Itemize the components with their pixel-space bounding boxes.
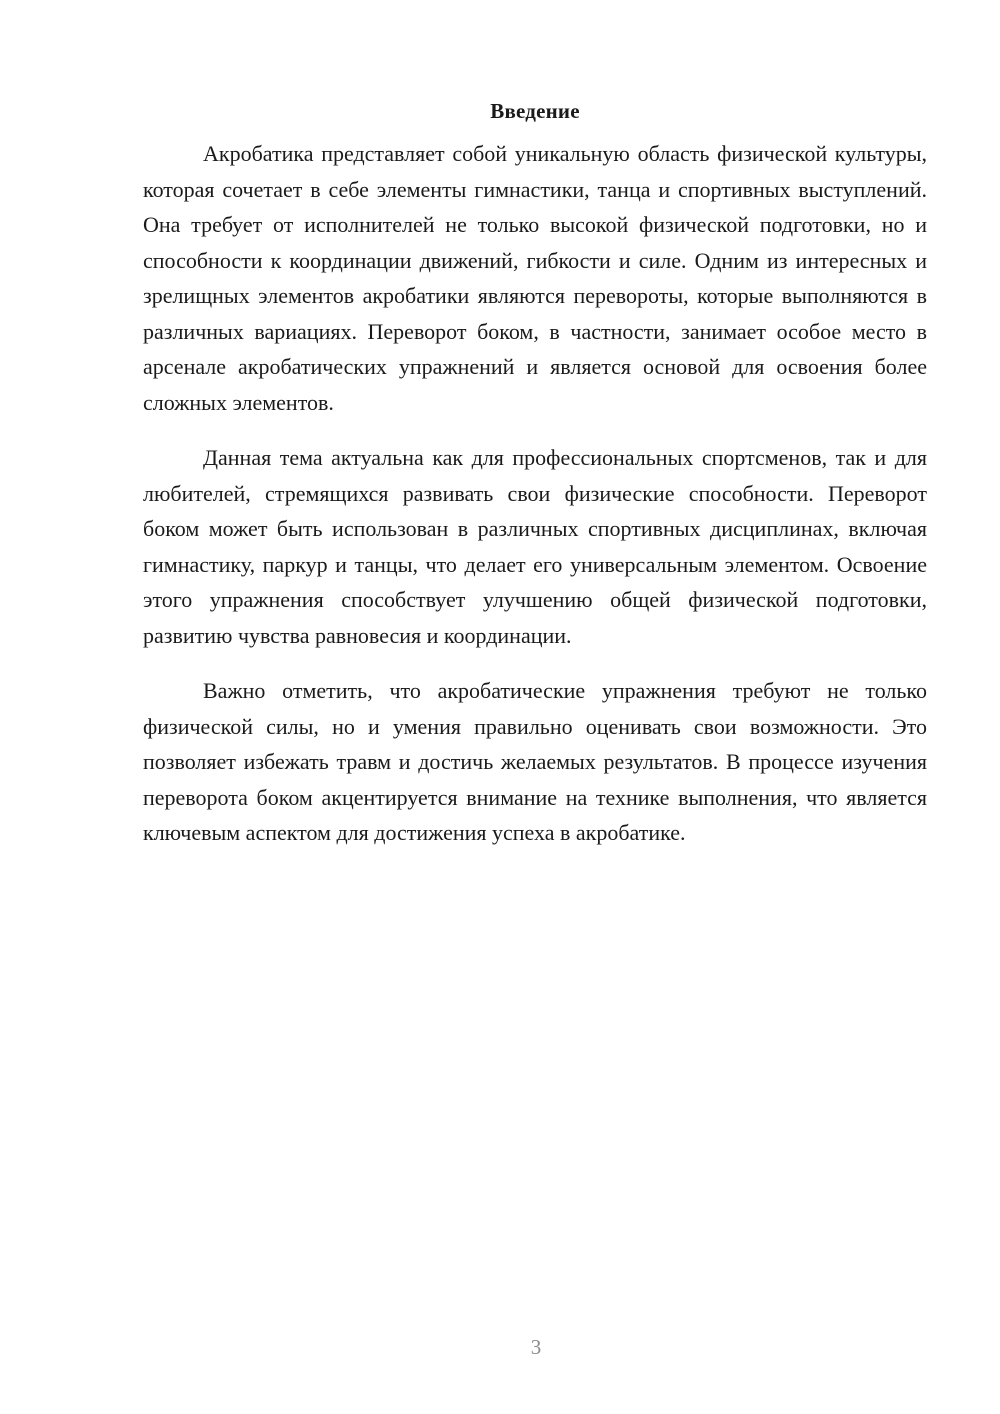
paragraph-1: Акробатика представляет собой уникальную область физической культуры, которая сочетает в себе элементы гимнастики, танца и спортивных выступлений. Она требует от исполнителей не только высокой физической подготовки, но и способности к координации движений, гибкости и силе. Одним из интересных и зрелищных элементов акробатики являются перевороты, которые выполняются в различных вариациях. Переворот боком, в частности, занимает особое место в арсенале акробатических упражнений и является основой для освоения более сложных элементов.: [143, 141, 927, 415]
page-number: 3: [530, 1335, 542, 1359]
paragraph-3: Важно отметить, что акробатические упражнения требуют не только физической силы, но и умения правильно оценивать свои возможности. Это позволяет избежать травм и достичь желаемых результатов. В процессе изучения переворота боком акцентируется внимание на технике выполнения, что является ключевым аспектом для достижения успеха в акробатике.: [143, 678, 927, 845]
page-content: [143, 96, 927, 851]
section-title: Введение: [490, 99, 580, 123]
paragraph-2: Данная тема актуальна как для профессиональных спортсменов, так и для любителей, стремящихся развивать свои физические способности. Переворот боком может быть использован в различных спортивных дисциплинах, включая гимнастику, паркур и танцы, что делает его универсальным элементом. Освоение этого упражнения способствует улучшению общей физической подготовки, развитию чувства равновесия и координации.: [143, 445, 927, 648]
